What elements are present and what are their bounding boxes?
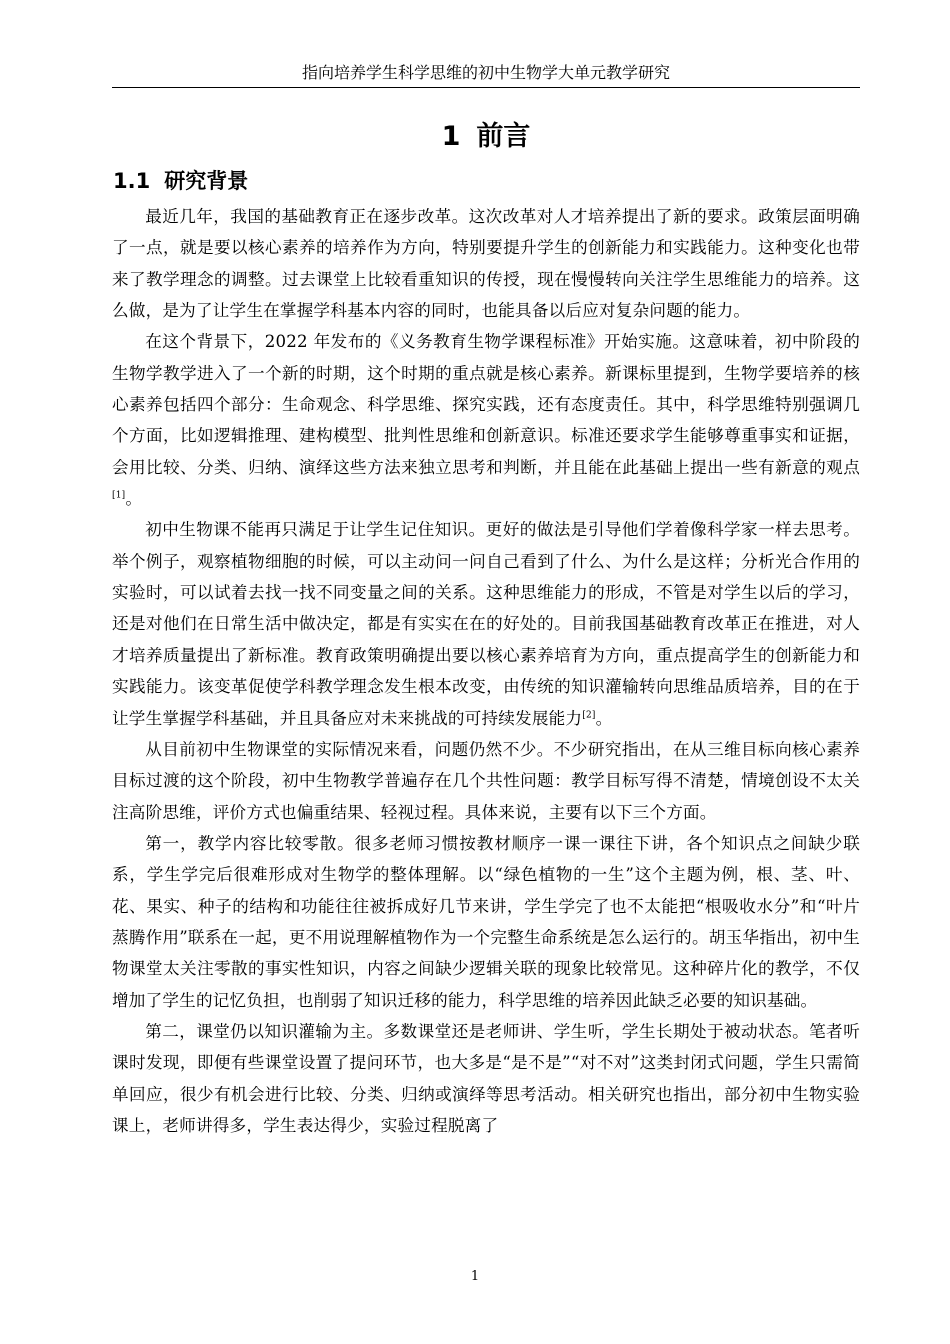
chapter-title-text: 前言 [476,121,531,152]
section-heading [113,166,248,196]
running-header: 指向培养学生科学思维的初中生物学大单元教学研究 [301,63,670,82]
header-rule [112,87,860,88]
paragraph: 第二，课堂仍以知识灌输为主。多数课堂还是老师讲、学生听，学生长期处于被动状态。笔者听课时发现，即便有些课堂设置了提问环节，也大多是“是不是”“对不对”这类封闭式问题，学生只需简单回应，很少有机会进行比较、分类、归纳或演绎等思考活动。相关研究也指出，部分初中生物实验课上，老师讲得多，学生表达得少，实验过程脱离了 [112,1021,860,1135]
page-number: 1 [470,1269,480,1284]
citation: [2] [582,709,596,720]
paragraph: 最近几年，我国的基础教育正在逐步改革。这次改革对人才培养提出了新的要求。政策层面明确了一点，就是要以核心素养的培养作为方向，特别要提升学生的创新能力和实践能力。这种变化也带来了教学理念的调整。过去课堂上比较看重知识的传授，现在慢慢转向关注学生思维能力的培养。这么做，是为了让学生在掌握学科基本内容的同时，也能具备以后应对复杂问题的能力。 [112,207,860,321]
citation: [1] [112,490,126,501]
section-number: 1.1 [113,169,151,193]
paragraph: 从目前初中生物课堂的实际情况来看，问题仍然不少。不少研究指出，在从三维目标向核心素养目标过渡的这个阶段，初中生物教学普遍存在几个共性问题：教学目标写得不清楚，情境创设不太关注高阶思维，评价方式也偏重结果、轻视过程。具体来说，主要有以下三个方面。 [112,739,860,822]
body-text [112,201,860,1141]
paragraph: 在这个背景下，2022 年发布的《义务教育生物学课程标准》开始实施。这意味着，初中阶段的生物学教学进入了一个新的时期，这个时期的重点就是核心素养。新课标里提到，生物学要培养的核心素养包括四个部分：生命观念、科学思维、探究实践，还有态度责任。其中，科学思维特别强调几个方面，比如逻辑推理、建构模型、批判性思维和创新意识。标准还要求学生能够尊重事实和证据，会用比较、分类、归纳、演绎这些方法来独立思考和判断，并且能在此基础上提出一些有新意的观点[1]。 [112,332,860,509]
paragraph: 初中生物课不能再只满足于让学生记住知识。更好的做法是引导他们学着像科学家一样去思考。举个例子，观察植物细胞的时候，可以主动问一问自己看到了什么、为什么是这样；分析光合作用的实验时，可以试着去找一找不同变量之间的关系。这种思维能力的形成，不管是对学生以后的学习，还是对他们在日常生活中做决定，都是有实实在在的好处的。目前我国基础教育改革正在推进，对人才培养质量提出了新标准。教育政策明确提出要以核心素养培育为方向，重点提高学生的创新能力和实践能力。该变革促使学科教学理念发生根本改变，由传统的知识灌输转向思维品质培养，目的在于让学生掌握学科基础，并且具备应对未来挑战的可持续发展能力[2]。 [112,520,860,728]
chapter-number: 1 [441,121,461,152]
chapter-title [112,118,860,156]
section-title-text: 研究背景 [164,169,249,193]
paragraph: 第一，教学内容比较零散。很多老师习惯按教材顺序一课一课往下讲，各个知识点之间缺少联系，学生学完后很难形成对生物学的整体理解。以“绿色植物的一生”这个主题为例，根、茎、叶、花、果实、种子的结构和功能往往被拆成好几节来讲，学生学完了也不太能把“根吸收水分”和“叶片蒸腾作用”联系在一起，更不用说理解植物作为一个完整生命系统是怎么运行的。胡玉华指出，初中生物课堂太关注零散的事实性知识，内容之间缺少逻辑关联的现象比较常见。这种碎片化的教学，不仅增加了学生的记忆负担，也削弱了知识迁移的能力，科学思维的培养因此缺乏必要的知识基础。 [112,833,860,1010]
